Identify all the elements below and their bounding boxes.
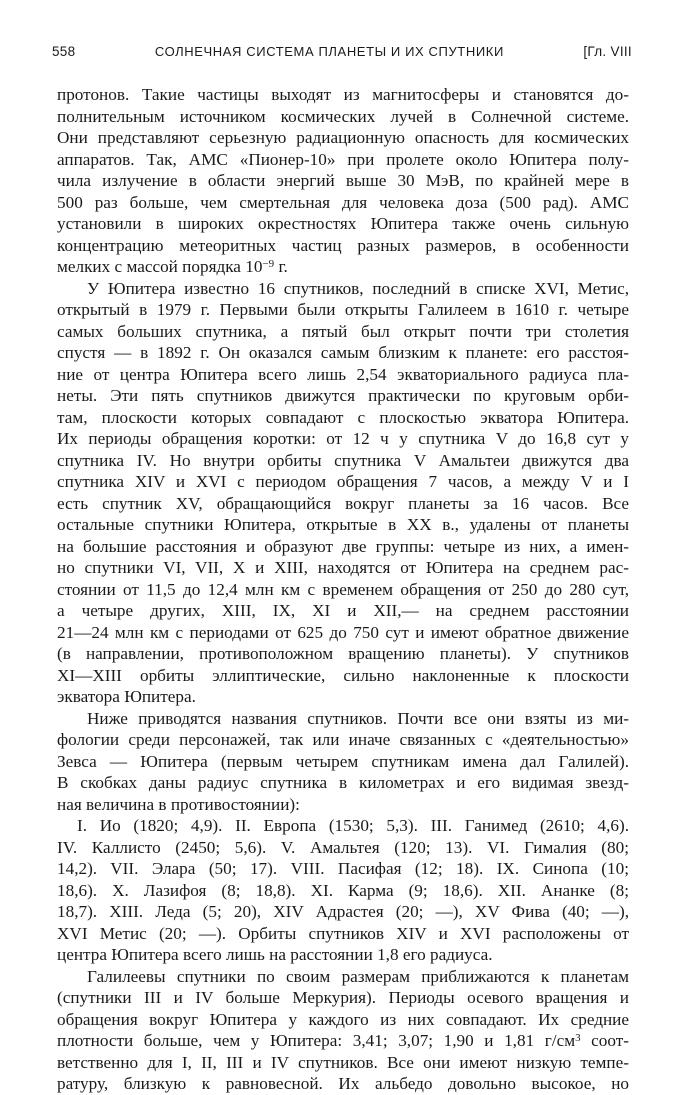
text-line	[57, 493, 629, 515]
line-text: В скобках даны радиус спутника в километрах и его видимая звезд-	[57, 773, 629, 792]
text-line	[57, 772, 629, 794]
line-text: I. Ио (1820; 4,9). II. Европа (1530; 5,3). III. Ганимед (2610; 4,6).	[77, 816, 629, 835]
line-text: ная величина в противостоянии):	[57, 794, 300, 814]
line-text: плотности больше, чем у Юпитера: 3,41; 3,07; 1,90 и 1,81 г/см	[57, 1031, 576, 1050]
line-text: фологии среди персонажей, так или иначе связанных с «деятельностью»	[57, 730, 629, 749]
text-line	[57, 622, 629, 644]
text-line	[57, 536, 629, 558]
line-text: 500 раз больше, чем смертельная для человека доза (500 рад). АМС	[57, 192, 629, 212]
text-line	[57, 514, 629, 536]
line-text: Галилеевы спутники по своим размерам приближаются к планетам	[87, 966, 629, 986]
line-text: IV. Каллисто (2450; 5,6). V. Амальтея (120; 13). VI. Гималия (80;	[57, 837, 629, 857]
text-line	[57, 1052, 629, 1074]
line-text: мелких с массой порядка 10	[57, 257, 263, 276]
line-text: У Юпитера известно 16 спутников, последний в списке XVI, Метис,	[87, 278, 629, 298]
line-text: экватора Юпитера.	[57, 687, 196, 706]
line-text: Зевса — Юпитера (первым четырем спутникам имена дал Галилей).	[57, 751, 629, 771]
line-text: открытый в 1979 г. Первыми были открыты Галилеем в 1610 г. четыре	[57, 300, 629, 319]
text-line	[57, 407, 629, 429]
text-line	[57, 471, 629, 493]
text-line	[57, 213, 629, 235]
text-line	[57, 794, 629, 816]
line-text: (спутники III и IV больше Меркурия). Периоды осевого вращения и	[57, 988, 629, 1007]
line-text: обращения вокруг Юпитера у каждого из них совпадают. Их средние	[57, 1009, 629, 1029]
text-line	[57, 364, 629, 386]
text-line	[57, 557, 629, 579]
line-text: неты. Эти пять спутников движутся практически по круговым орби-	[57, 386, 629, 405]
page-number: 558	[52, 44, 76, 59]
line-text: Их периоды обращения коротки: от 12 ч у спутника V до 16,8 сут у	[57, 429, 629, 448]
line-text: 18,6). X. Лазифоя (8; 18,8). XI. Карма (9; 18,6). XII. Ананке (8;	[57, 880, 629, 900]
text-line	[57, 600, 629, 622]
line-text: концентрацию метеоритных частиц разных размеров, в особенности	[57, 235, 629, 255]
running-title: СОЛНЕЧНАЯ СИСТЕМА ПЛАНЕТЫ И ИХ СПУТНИКИ	[154, 44, 504, 59]
body-text	[57, 84, 629, 1095]
text-line	[57, 149, 629, 171]
text-line	[57, 815, 629, 837]
line-text: установили в широких окрестностях Юпитера также очень сильную	[57, 214, 629, 233]
text-line	[57, 665, 629, 687]
line-text: центра Юпитера всего лишь на расстоянии 1,8 его радиуса.	[57, 945, 493, 964]
line-text: XI—XIII орбиты эллиптические, сильно наклоненные к плоскости	[57, 665, 629, 685]
text-line	[57, 1073, 629, 1095]
text-line	[57, 84, 629, 106]
line-text: спустя — в 1892 г. Он оказался самым близким к планете: его расстоя-	[57, 343, 629, 362]
line-tail: соот-	[580, 1031, 630, 1050]
line-text: там, плоскости которых совпадают с плоскостью экватора Юпитера.	[57, 407, 629, 427]
text-line	[57, 428, 629, 450]
line-text: стоянии от 11,5 до 12,4 млн км с временем обращения от 250 до 280 сут,	[57, 579, 629, 599]
text-line	[57, 837, 629, 859]
text-line	[57, 880, 629, 902]
text-line	[57, 751, 629, 773]
line-text: Они представляют серьезную радиационную опасность для космических	[57, 128, 629, 147]
text-line	[57, 858, 629, 880]
chapter-label: [Гл. VIII	[583, 44, 632, 59]
line-text: XVI Метис (20; —). Орбиты спутников XIV и XVI расположены от	[57, 923, 629, 943]
text-line	[57, 1009, 629, 1031]
text-line	[57, 299, 629, 321]
line-text: ветственно для I, II, III и IV спутников. Все они имеют низкую темпе-	[57, 1052, 629, 1072]
line-tail: г.	[274, 257, 288, 276]
line-text: 14,2). VII. Элара (50; 17). VIII. Пасифая (12; 18). IX. Синопа (10;	[57, 859, 629, 878]
text-line	[57, 708, 629, 730]
line-text: 21—24 млн км с периодами от 625 до 750 сут и имеют обратное движение	[57, 622, 629, 642]
text-line	[57, 342, 629, 364]
line-text: ратуру, близкую к равновесной. Их альбедо довольно высокое, но	[57, 1074, 629, 1093]
line-text: а четыре других, XIII, IX, XI и XII,— на среднем расстоянии	[57, 601, 629, 620]
text-line	[57, 321, 629, 343]
text-line	[57, 256, 629, 278]
line-text: полнительным источником космических лучей в Солнечной системе.	[57, 106, 629, 126]
text-line	[57, 170, 629, 192]
text-line	[57, 579, 629, 601]
line-text: (в направлении, противоположном вращению планеты). У спутников	[57, 644, 629, 663]
line-text: спутника XIV и XVI с периодом обращения 7 часов, а между V и I	[57, 472, 629, 491]
superscript: 3	[575, 1032, 581, 1045]
text-line	[57, 385, 629, 407]
text-line	[57, 1030, 629, 1052]
running-head	[52, 44, 632, 66]
text-line	[57, 729, 629, 751]
line-text: аппаратов. Так, АМС «Пионер-10» при пролете около Юпитера полу-	[57, 149, 629, 169]
line-text: остальные спутники Юпитера, открытые в XX в., удалены от планеты	[57, 515, 629, 534]
line-text: самых больших спутника, а пятый был открыт почти три столетия	[57, 321, 629, 341]
text-line	[57, 901, 629, 923]
line-text: есть спутник XV, обращающийся вокруг планеты за 16 часов. Все	[57, 493, 629, 513]
line-text: на большие расстояния и образуют две группы: четыре из них, а имен-	[57, 536, 629, 556]
text-line	[57, 966, 629, 988]
text-line	[57, 944, 629, 966]
line-text: 18,7). XIII. Леда (5; 20), XIV Адрастея (20; —), XV Фива (40; —),	[57, 902, 629, 921]
line-text: ние от центра Юпитера всего лишь 2,54 экваториального радиуса пла-	[57, 364, 629, 384]
text-line	[57, 106, 629, 128]
text-line	[57, 450, 629, 472]
text-line	[57, 923, 629, 945]
text-line	[57, 643, 629, 665]
line-text: спутника IV. Но внутри орбиты спутника V Амальтеи движутся два	[57, 450, 629, 470]
line-text: чила излучение в области энергий выше 30 МэВ, по крайней мере в	[57, 171, 629, 190]
text-line	[57, 686, 629, 708]
text-line	[57, 127, 629, 149]
line-text: протонов. Такие частицы выходят из магнитосферы и становятся до-	[57, 85, 629, 104]
line-text: но спутники VI, VII, X и XIII, находятся от Юпитера на среднем рас-	[57, 558, 629, 577]
text-line	[57, 278, 629, 300]
superscript: −9	[262, 258, 275, 271]
text-line	[57, 987, 629, 1009]
line-text: Ниже приводятся названия спутников. Почти все они взяты из ми-	[87, 708, 629, 728]
text-line	[57, 235, 629, 257]
text-line	[57, 192, 629, 214]
